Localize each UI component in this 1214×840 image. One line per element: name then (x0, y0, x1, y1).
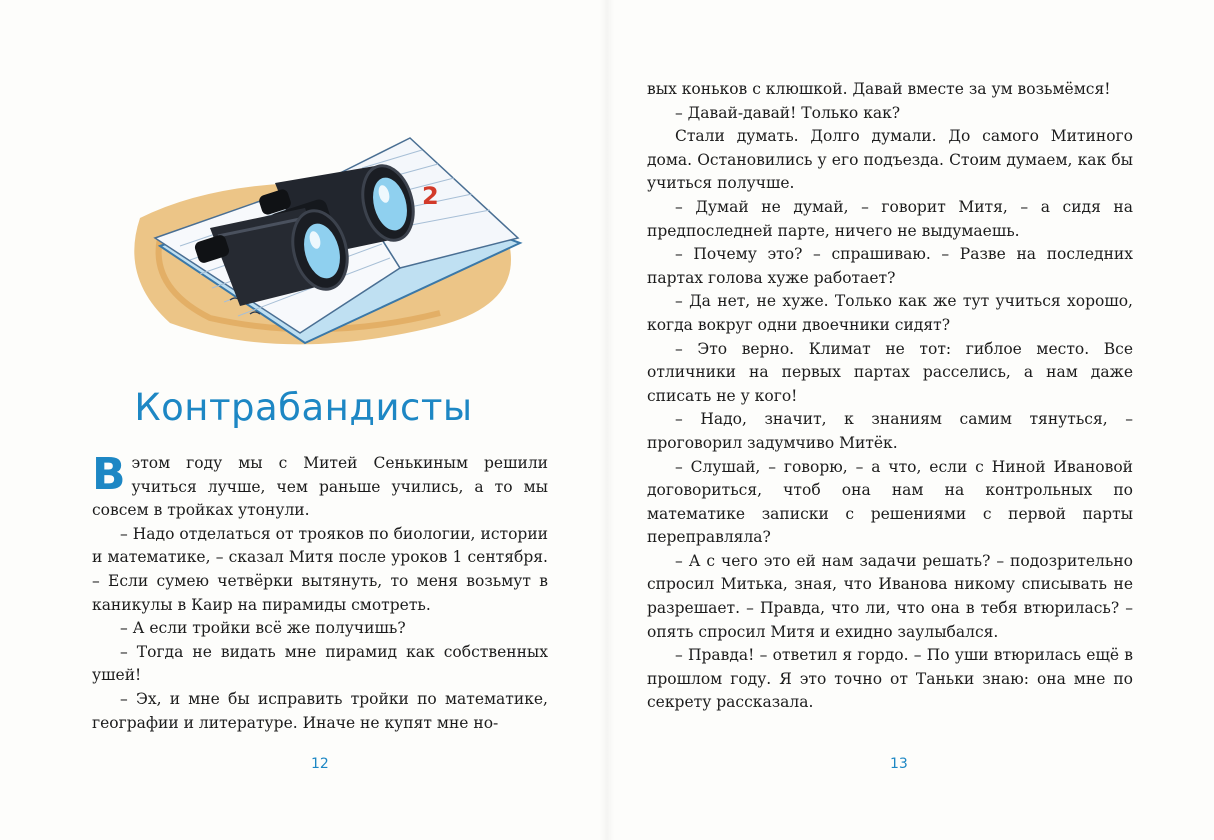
paragraph: – Думай не думай, – говорит Митя, – а сидя на предпоследней парте, ничего не выдумаешь. (647, 197, 1133, 240)
paragraph: – Тогда не видать мне пирамид как собственных ушей! (92, 642, 548, 685)
paragraph: Вэтом году мы с Митей Сенькиным решили учиться лучше, чем раньше учились, а то мы совсем в тройках утонули. (92, 449, 548, 520)
paragraph: – Давай-давай! Только как? (675, 103, 901, 122)
paragraph: – Правда! – ответил я гордо. – По уши втюрилась ещё в прошлом году. Я это точно от Таньки знаю: она мне по секрету рассказала. (647, 646, 1133, 712)
paragraph: – Слушай, – говорю, – а что, если с Ниной Ивановой договориться, чтоб она нам на контрольных по математике записки с решениями с первой парты переправляла? (647, 457, 1133, 547)
right-page (607, 0, 1214, 840)
grade-mark: 2 (422, 182, 439, 210)
paragraph: – Надо, значит, к знаниям самим тянуться, – проговорил задумчиво Митёк. (647, 410, 1133, 452)
paragraph: – Да нет, не хуже. Только как же тут учиться хорошо, когда вокруг одни двоечники сидят? (647, 292, 1133, 334)
paragraph: – А с чего это ей нам задачи решать? – подозрительно спросил Митька, зная, что Иванова никому списывать не разрешает. – Правда, что ли, что она в тебя втюрилась? – опять спросил Митя и ехидно заулыбался. (647, 551, 1133, 641)
page-number: 13 (890, 756, 908, 772)
chapter-title: Контрабандисты (134, 386, 473, 429)
paragraph: – Надо отделаться от трояков по биологии, истории и математике, – сказал Митя после уроков 1 сентября. – Если сумею четвёрки вытянуть, то меня возьмут в каникулы в Каир на пирамиды смотреть. (92, 524, 548, 614)
binoculars-illustration (100, 128, 530, 358)
page-number: 12 (311, 756, 329, 772)
paragraph: – Это верно. Климат не тот: гиблое место. Все отличники на первых партах расселись, а нам даже списать не у кого! (647, 339, 1133, 405)
paragraph: – А если тройки всё же получишь? (120, 619, 406, 638)
paragraph: – Эх, и мне бы исправить тройки по математике, географии и литературе. Иначе не купят мне но- (92, 689, 548, 732)
paragraph: вых коньков с клюшкой. Давай вместе за ум возьмёмся! (647, 80, 1111, 98)
paragraph: Стали думать. Долго думали. До самого Митиного дома. Остановились у его подъезда. Стоим думаем, как бы учиться получше. (647, 127, 1133, 193)
right-page-text (647, 78, 1133, 715)
left-page-text (92, 449, 548, 735)
drop-cap: В (92, 449, 126, 500)
paragraph: – Почему это? – спрашиваю. – Разве на последних партах голова хуже работает? (647, 245, 1133, 287)
